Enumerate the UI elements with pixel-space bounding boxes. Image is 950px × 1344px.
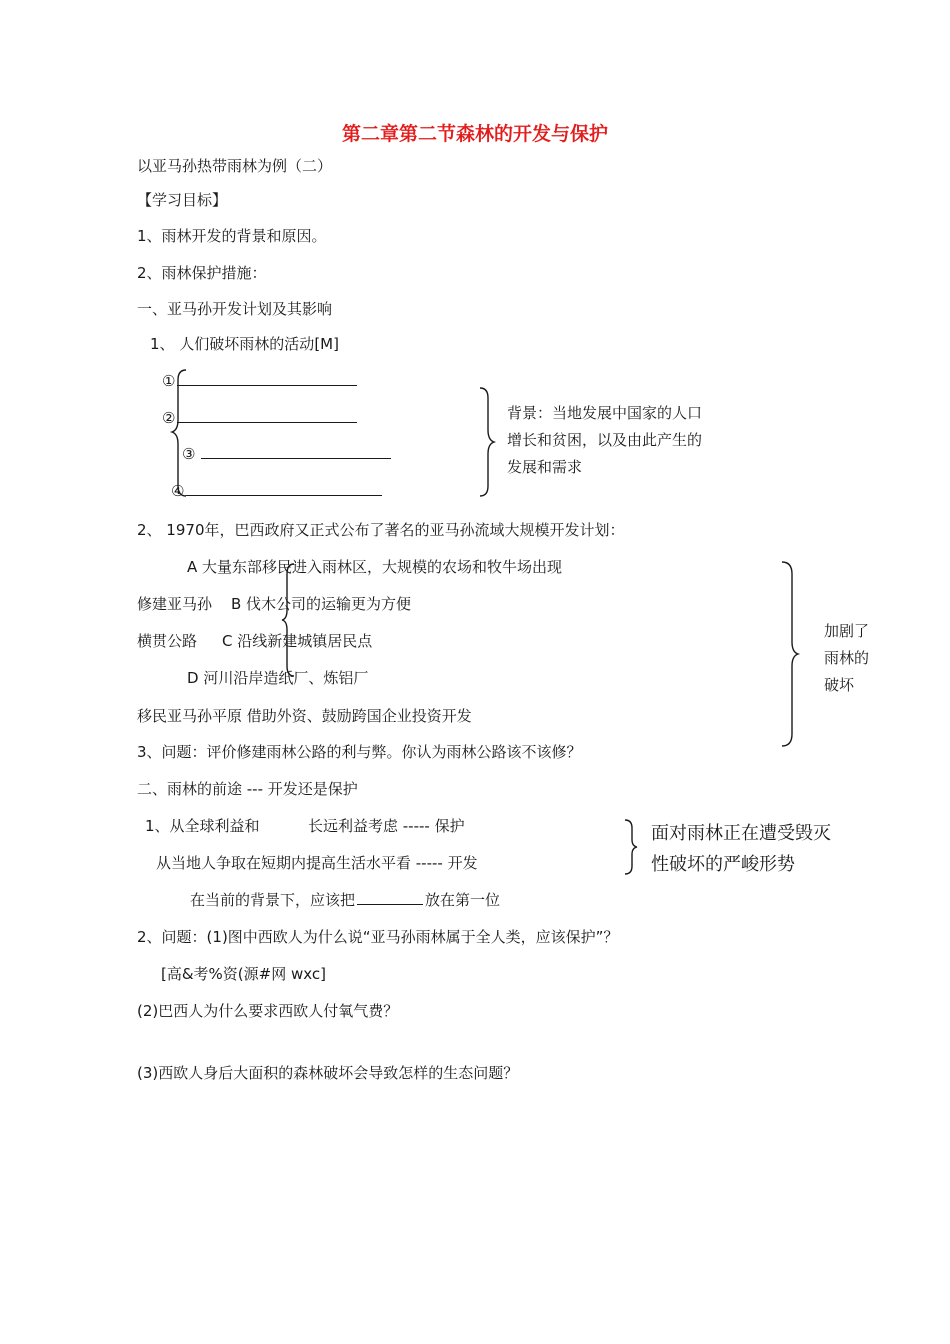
- circle-num-2: ②: [162, 409, 176, 427]
- plan-b: B 伐木公司的运输更为方便: [231, 595, 412, 613]
- priority-line: [190, 890, 500, 910]
- question-2-1: 2、问题：(1)图中西欧人为什么说“亚马孙雨林属于全人类，应该保护”？: [137, 928, 619, 946]
- question-2-2: (2)巴西人为什么要求西欧人付氧气费？: [137, 1002, 399, 1020]
- priority-blank[interactable]: [357, 890, 423, 905]
- plan-c: C 沿线新建城镇居民点: [222, 632, 373, 650]
- question-2-3: (3)西欧人身后大面积的森林破坏会导致怎样的生态问题？: [137, 1064, 519, 1082]
- left-brace-activities-path: [172, 370, 186, 496]
- circle-num-1: ①: [162, 372, 176, 390]
- protect-line-a: 1、从全球利益和: [145, 817, 260, 835]
- answer-blank-1[interactable]: [177, 371, 357, 386]
- migrate-line: 移民亚马孙平原 借助外资、鼓励跨国企业投资开发: [137, 707, 472, 725]
- left-brace-plans: [282, 562, 298, 678]
- protect-line-b: 长远利益考虑 ----- 保护: [308, 817, 465, 835]
- plan-a: A 大量东部移民进入雨林区，大规模的农场和牧牛场出现: [187, 558, 563, 576]
- circle-num-4: ④: [171, 482, 185, 500]
- effect-note: 加剧了雨林的破坏: [824, 622, 870, 694]
- objectives-heading: 【学习目标】: [137, 191, 228, 209]
- answer-blank-4[interactable]: [186, 481, 382, 496]
- question-1-1: 1、 人们破坏雨林的活动[M]: [150, 335, 339, 353]
- subtitle: 以亚马孙热带雨林为例（二）: [137, 157, 333, 175]
- section-1-heading: 一、亚马孙开发计划及其影响: [137, 300, 333, 318]
- left-brace-activities: [172, 368, 192, 498]
- develop-line: 从当地人争取在短期内提高生活水平看 ----- 开发: [156, 854, 478, 872]
- right-brace-background: [478, 386, 498, 498]
- blank-line-4: [171, 481, 382, 501]
- objective-item-2: 2、雨林保护措施：: [137, 264, 267, 282]
- question-1-3: 3、问题：评价修建雨林公路的利与弊。你认为雨林公路该不该修？: [137, 743, 582, 761]
- answer-blank-3[interactable]: [201, 444, 391, 459]
- priority-line-b: 放在第一位: [425, 891, 501, 909]
- situation-note: 面对雨林正在遭受毁灭性破坏的严峻形势: [651, 823, 831, 875]
- right-brace-effect-path: [782, 562, 798, 746]
- plan-d: D 河川沿岸造纸厂、炼铝厂: [187, 669, 369, 687]
- answer-blank-2[interactable]: [177, 408, 357, 423]
- road-label-2: 横贯公路: [137, 632, 198, 650]
- objective-item-1: 1、雨林开发的背景和原因。: [137, 227, 327, 245]
- background-note: 背景：当地发展中国家的人口增长和贫困，以及由此产生的发展和需求: [507, 404, 703, 476]
- section-2-heading: 二、雨林的前途 --- 开发还是保护: [137, 780, 358, 798]
- priority-line-a: 在当前的背景下，应该把: [190, 891, 356, 909]
- page-title: 第二章第二节森林的开发与保护: [341, 123, 608, 145]
- right-brace-effect: [780, 560, 802, 748]
- left-brace-plans-path: [282, 564, 294, 676]
- road-label-1: 修建亚马孙: [137, 595, 213, 613]
- question-1-2: 2、 1970年，巴西政府又正式公布了著名的亚马孙流域大规模开发计划：: [137, 521, 625, 539]
- right-brace-situation-path: [625, 820, 637, 874]
- right-brace-background-path: [480, 388, 494, 496]
- right-brace-situation: [623, 818, 641, 876]
- watermark-text: [高&考%资(源#网 wxc]: [161, 965, 326, 983]
- circle-num-3: ③: [182, 445, 196, 463]
- blank-line-3: [182, 444, 391, 464]
